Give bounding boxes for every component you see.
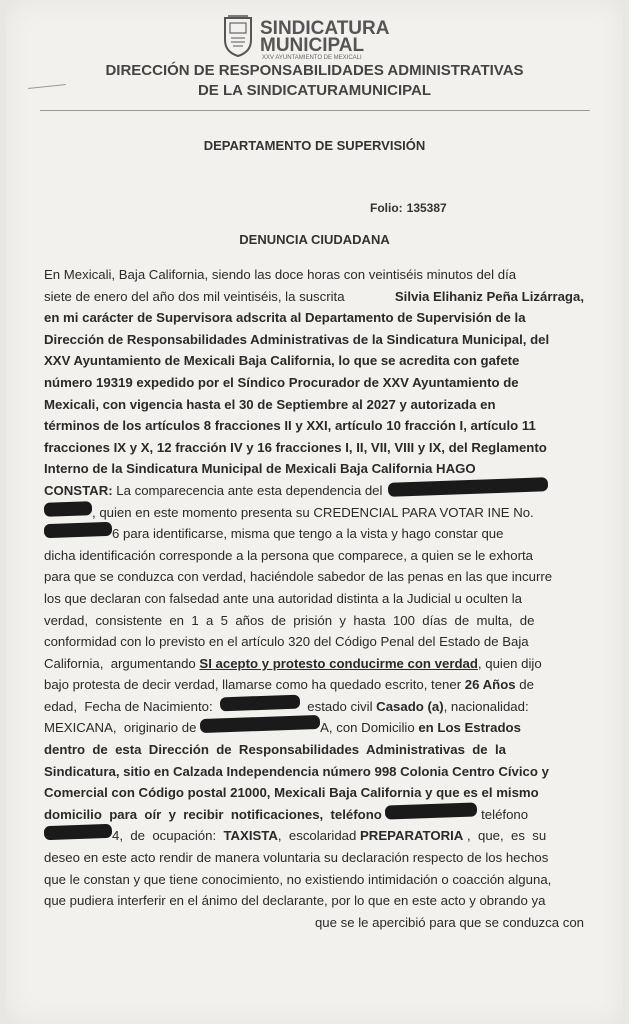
redacted-name	[44, 501, 92, 517]
body-line: que pudiera interferir en el ánimo del declarante, por lo que en este acto y obrando ya	[44, 893, 546, 909]
body-line: los que declaran con falsedad ante una autoridad distinta a la Judicial u oculten la	[44, 590, 523, 606]
body-line: fracciones IX y X, 12 fracción IV y 16 fracciones I, II, VII, VIII y IX, del Reglamento	[44, 439, 547, 455]
redacted-phone	[44, 824, 112, 840]
body-line: California, argumentando SI acepto y protesto conducirme con verdad , quien dijo	[44, 655, 542, 671]
department-heading: DEPARTAMENTO DE SUPERVISIÓN	[203, 138, 426, 153]
body-line: deseo en este acto rendir de manera voluntaria su declaración respecto de los hechos	[44, 850, 549, 866]
body-line: Mexicali, con vigencia hasta el 30 de Septiembre al 2027 y autorizada en	[44, 396, 496, 412]
document-heading-line1: DIRECCIÓN DE RESPONSABILIDADES ADMINISTRATIVAS	[105, 62, 524, 79]
body-line: edad, Fecha de Nacimiento: estado civil Casado (a) , nacionalidad:	[44, 696, 584, 718]
document-body	[44, 264, 584, 933]
redacted-origin	[200, 715, 320, 733]
body-line: MEXICANA, originario de A, con Domicilio en Los Estrados	[44, 717, 584, 739]
body-line: conformidad con lo previsto en el artículo 320 del Código Penal del Estado de Baja	[44, 634, 529, 650]
body-line: dentro de esta Dirección de Responsabilidades Administrativas de la	[44, 742, 506, 758]
body-line: verdad, consistente en 1 a 5 años de prisión y hasta 100 días de multa, de	[44, 612, 535, 628]
body-line: Dirección de Responsabilidades Administrativas de la Sindicatura Municipal, del	[44, 331, 550, 347]
letterhead	[6, 10, 623, 70]
body-line: que le constan y que tiene conocimiento, no existiendo intimidación o coacción alguna,	[44, 871, 552, 887]
body-line: XXV Ayuntamiento de Mexicali Baja California, lo que se acredita con gafete	[44, 353, 520, 369]
body-line: 6 para identificarse, misma que tengo a la vista y hago constar que	[44, 523, 584, 545]
redacted-name	[388, 477, 548, 497]
body-line: siete de enero del año dos mil veintiséis, la suscrita Silvia Elihaniz Peña Lizárraga,	[44, 288, 584, 304]
body-line: en mi carácter de Supervisora adscrita al Departamento de Supervisión de la	[44, 310, 526, 326]
header-divider	[40, 110, 590, 111]
body-line: 4, de ocupación: TAXISTA , escolaridad PREPARATORIA , que, es su	[44, 825, 584, 847]
redacted-birthdate	[220, 694, 300, 711]
body-line: términos de los artículos 8 fracciones II y XXI, artículo 10 fracción I, artículo 11	[44, 418, 536, 434]
brand-name: SINDICATURA	[260, 18, 390, 39]
body-line: , quien en este momento presenta su CREDENCIAL PARA VOTAR INE No.	[44, 502, 584, 524]
document-page	[6, 0, 623, 1024]
body-line: bajo protesta de decir verdad, llamarse como ha quedado escrito, tener 26 Años de	[44, 677, 534, 693]
folio-label: Folio:	[370, 201, 403, 215]
document-heading-line2: DE LA SINDICATURAMUNICIPAL	[197, 82, 432, 99]
body-line: Interno de la Sindicatura Municipal de Mexicali Baja California HAGO	[44, 461, 476, 477]
folio-value: 135387	[406, 201, 447, 215]
body-line: para que se conduzca con verdad, haciéndole sabedor de las penas en las que incurre	[44, 569, 553, 585]
municipal-seal-icon	[222, 14, 254, 58]
body-line: dicha identificación corresponde a la persona que comparece, a quien se le exhorta	[44, 547, 533, 563]
redacted-phone	[385, 802, 477, 819]
brand-subname: MUNICIPAL	[260, 35, 365, 56]
body-line: Sindicatura, sitio en Calzada Independencia número 998 Colonia Centro Cívico y	[44, 763, 549, 779]
folio	[366, 201, 447, 215]
body-line: CONSTAR: La comparecencia ante esta dependencia del	[44, 480, 584, 502]
body-line: domicilio para oír y recibir notificaciones, teléfono teléfono	[44, 804, 584, 826]
body-line: Comercial con Código postal 21000, Mexicali Baja California y que es el mismo	[44, 785, 539, 801]
body-line: En Mexicali, Baja California, siendo las doce horas con veintiséis minutos del día	[44, 267, 517, 282]
body-line: que se le apercibió para que se conduzca con	[314, 914, 584, 930]
redacted-id-number	[44, 522, 112, 538]
brand-tagline: XXV AYUNTAMIENTO DE MEXICALI	[262, 55, 362, 61]
document-title: DENUNCIA CIUDADANA	[239, 232, 390, 247]
body-line: número 19319 expedido por el Síndico Procurador de XXV Ayuntamiento de	[44, 374, 519, 390]
